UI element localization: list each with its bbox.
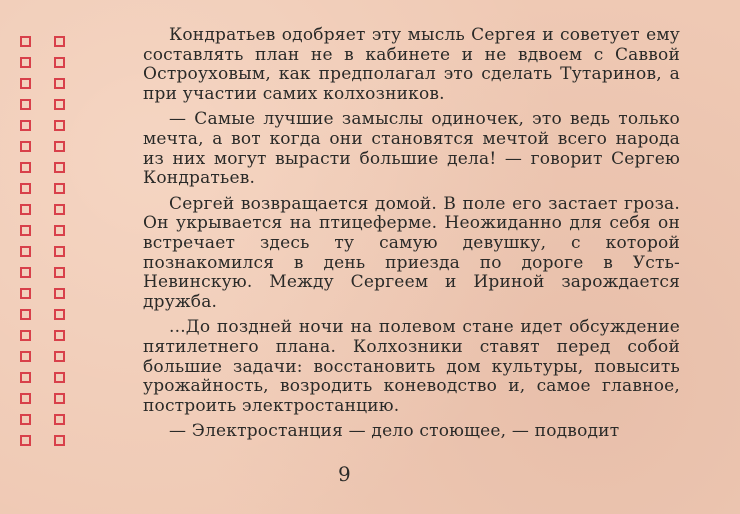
border-square — [20, 141, 31, 152]
border-square — [54, 372, 65, 383]
border-square — [20, 36, 31, 47]
border-square — [20, 330, 31, 341]
border-square — [54, 57, 65, 68]
border-square — [20, 435, 31, 446]
border-square — [20, 57, 31, 68]
border-square — [20, 393, 31, 404]
border-square — [20, 183, 31, 194]
border-square — [54, 162, 65, 173]
border-square — [20, 99, 31, 110]
border-square — [20, 225, 31, 236]
border-square — [20, 372, 31, 383]
border-square — [54, 393, 65, 404]
border-square — [54, 78, 65, 89]
border-square — [54, 414, 65, 425]
border-square — [54, 225, 65, 236]
paragraph-5: — Электростанция — дело стоющее, — подводит — [169, 421, 620, 442]
border-square — [54, 351, 65, 362]
paragraph-4: ...До поздней ночи на полевом стане идет обсуждение пятилетнего плана. Колхозники ставят перед собой большие задачи: восстановить дом культуры, повысить урожайность, возродить коневодство и, самое главное, построить электростанцию. — [143, 317, 680, 416]
border-square — [54, 330, 65, 341]
border-square — [54, 120, 65, 131]
page-number: 9 — [338, 462, 351, 486]
border-square — [54, 183, 65, 194]
border-square — [20, 246, 31, 257]
border-square — [54, 141, 65, 152]
border-square — [54, 36, 65, 47]
paragraph-1: Кондратьев одобряет эту мысль Сергея и советует ему составлять план не в кабинете и не вдвоем с Саввой Остроуховым, как предполагал это сделать Тутаринов, а при участии самих колхозников. — [143, 25, 680, 104]
border-square — [54, 204, 65, 215]
border-square — [20, 120, 31, 131]
border-square — [20, 162, 31, 173]
border-square — [54, 288, 65, 299]
border-square — [54, 309, 65, 320]
border-square — [20, 204, 31, 215]
border-square — [54, 435, 65, 446]
decorative-square-border — [20, 36, 78, 456]
border-square — [20, 78, 31, 89]
border-square — [20, 351, 31, 362]
border-square — [20, 267, 31, 278]
border-square — [20, 288, 31, 299]
paragraph-2: — Самые лучшие замыслы одиночек, это ведь только мечта, а вот когда они становятся мечтой всего народа из них могут вырасти большие дела! — говорит Сергею Кондратьев. — [143, 109, 680, 189]
border-square — [54, 99, 65, 110]
paragraph-3: Сергей возвращается домой. В поле его застает гроза. Он укрывается на птицеферме. Неожиданно для себя он встречает здесь ту самую девушку, с которой познакомился в день приезда по дороге в Усть-Невинскую. Между Сергеем и Ириной зарождается дружба. — [143, 193, 680, 312]
border-square — [54, 267, 65, 278]
body-text — [143, 26, 680, 448]
border-square — [54, 246, 65, 257]
border-square — [20, 309, 31, 320]
border-square — [20, 414, 31, 425]
